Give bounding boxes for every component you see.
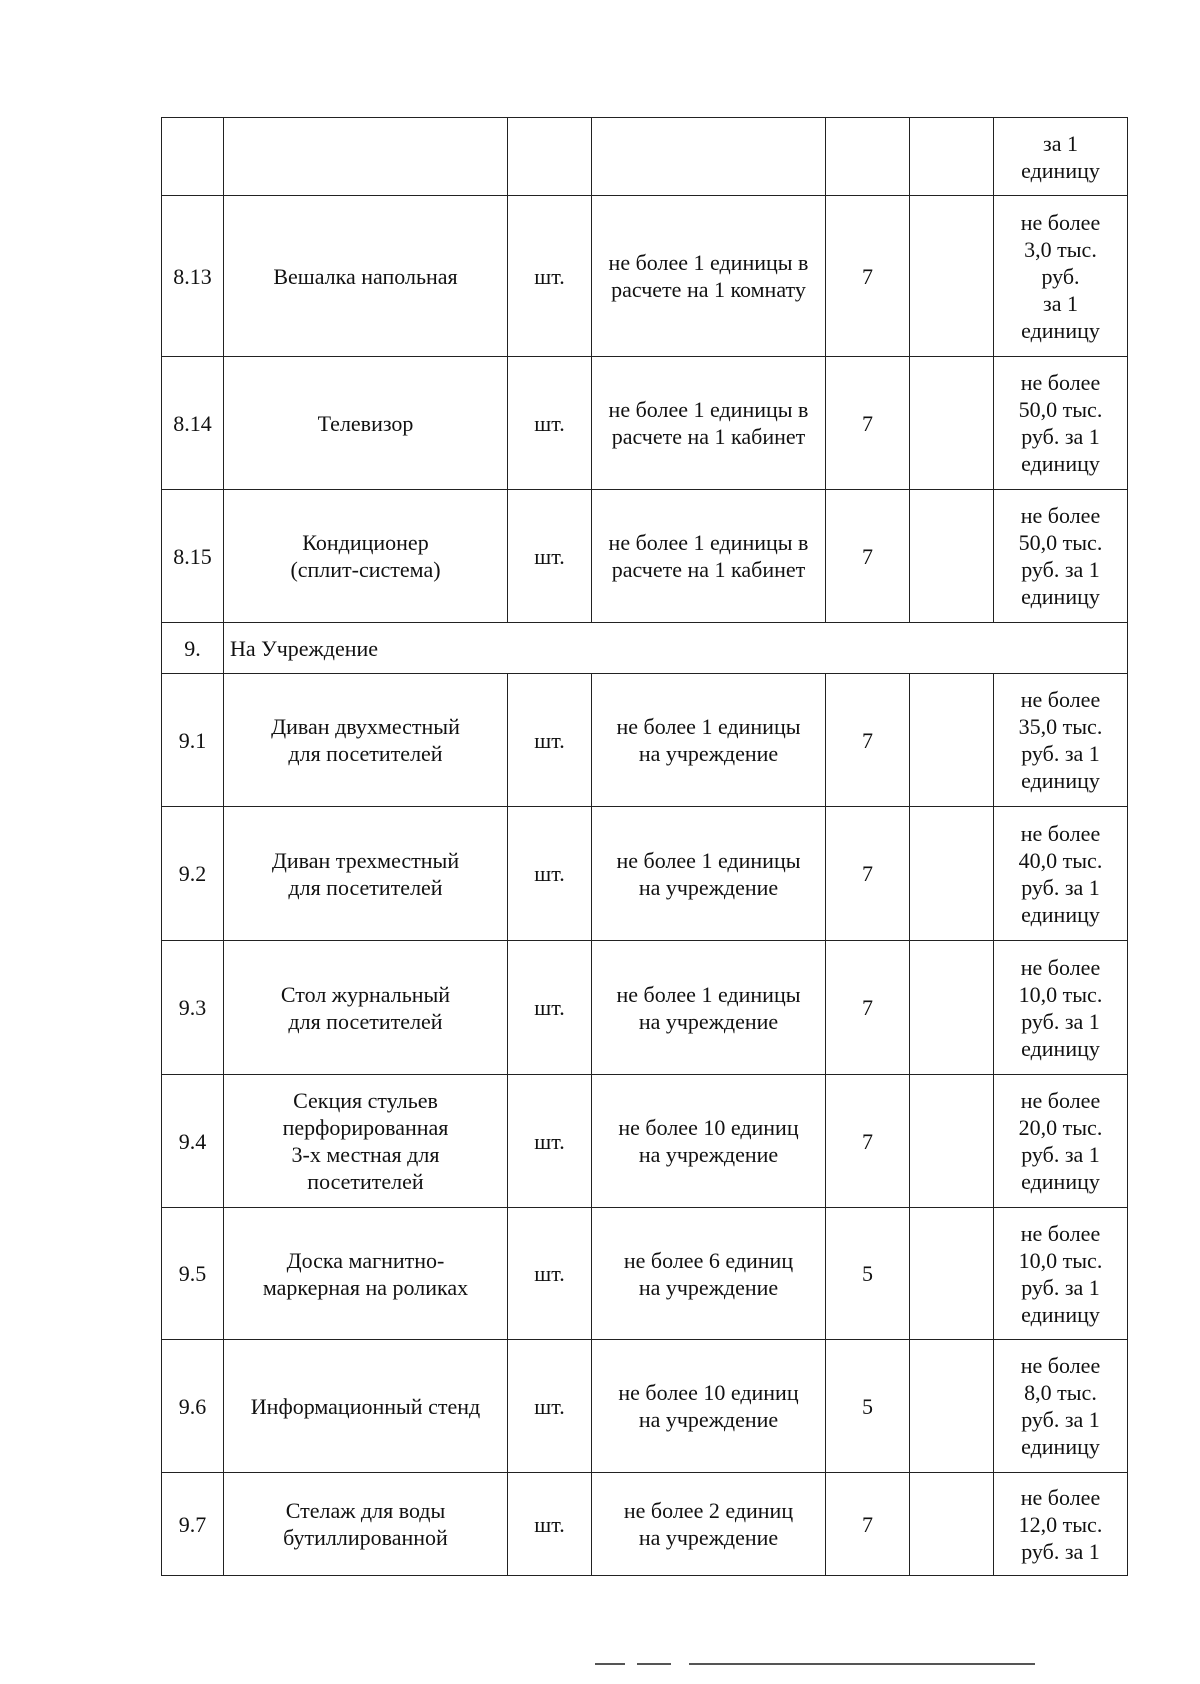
table-row xyxy=(162,941,1128,1075)
service-life-cell xyxy=(826,1473,910,1576)
item-name-text: Диван трехместный для посетителей xyxy=(271,847,460,900)
service-life-text: 5 xyxy=(862,1393,873,1419)
empty-cell-cell xyxy=(910,490,994,623)
item-name-text: Кондиционер (сплит-система) xyxy=(290,530,441,582)
table-row xyxy=(162,196,1128,357)
quantity-norm-cell xyxy=(592,490,826,623)
empty-cell-cell xyxy=(910,196,994,357)
service-life-cell xyxy=(826,118,910,196)
row-number-cell xyxy=(162,1340,224,1473)
quantity-norm-text: не более 10 единиц на учреждение xyxy=(618,1380,799,1432)
quantity-norm-text: не более 1 единицы на учреждение xyxy=(616,847,801,900)
row-number-text: 9.4 xyxy=(178,1128,207,1154)
unit-cell xyxy=(508,807,592,941)
quantity-norm-text: не более 6 единиц на учреждение xyxy=(623,1247,794,1300)
quantity-norm-text: не более 1 единицы на учреждение xyxy=(616,714,801,766)
item-name-text: Диван двухместный для посетителей xyxy=(271,714,460,766)
table-row xyxy=(162,1473,1128,1576)
empty-cell-cell xyxy=(910,1075,994,1208)
section-row xyxy=(162,623,1128,674)
empty-cell-cell xyxy=(910,1208,994,1340)
item-name-cell xyxy=(224,118,508,196)
quantity-norm-cell xyxy=(592,196,826,357)
item-name-cell xyxy=(224,1208,508,1340)
item-name-cell xyxy=(224,490,508,623)
service-life-cell xyxy=(826,1340,910,1473)
price-limit-text: не более 10,0 тыс. руб. за 1 единицу xyxy=(1018,954,1103,1061)
price-limit-text: не более 3,0 тыс. руб. за 1 единицу xyxy=(1020,209,1101,343)
quantity-norm-text: не более 1 единицы в расчете на 1 кабинет xyxy=(608,397,809,449)
item-name-text: Стелаж для воды бутиллированной xyxy=(283,1498,448,1550)
quantity-norm-text: не более 1 единицы на учреждение xyxy=(616,981,801,1034)
price-limit-text: не более 10,0 тыс. руб. за 1 единицу xyxy=(1018,1220,1103,1327)
unit-cell xyxy=(508,357,592,490)
quantity-norm-text: не более 10 единиц на учреждение xyxy=(618,1115,799,1167)
quantity-norm-cell xyxy=(592,357,826,490)
unit-cell xyxy=(508,674,592,807)
empty-cell-cell xyxy=(910,1473,994,1576)
service-life-text: 7 xyxy=(862,995,873,1020)
service-life-text: 7 xyxy=(862,861,873,886)
section-title: На Учреждение xyxy=(224,623,1128,674)
item-name-cell xyxy=(224,1075,508,1208)
row-number-text: 9.1 xyxy=(178,727,207,753)
row-number-cell xyxy=(162,490,224,623)
item-name-text: Доска магнитно- маркерная на роликах xyxy=(262,1247,469,1300)
row-number-cell xyxy=(162,118,224,196)
item-name-cell xyxy=(224,1473,508,1576)
service-life-text: 5 xyxy=(862,1261,873,1286)
service-life-text: 7 xyxy=(862,263,873,289)
unit-cell xyxy=(508,490,592,623)
table-row xyxy=(162,807,1128,941)
norms-table xyxy=(161,117,1128,1576)
service-life-cell xyxy=(826,1075,910,1208)
price-limit-text: не более 20,0 тыс. руб. за 1 единицу xyxy=(1018,1088,1103,1194)
empty-cell-cell xyxy=(910,357,994,490)
row-number-cell xyxy=(162,1208,224,1340)
service-life-text: 7 xyxy=(862,1511,873,1537)
service-life-text: 7 xyxy=(862,543,873,569)
unit-cell xyxy=(508,1208,592,1340)
item-name-text: Информационный стенд xyxy=(250,1393,481,1419)
row-number-text: 8.15 xyxy=(173,543,212,569)
price-limit-cell xyxy=(994,941,1128,1075)
price-limit-cell xyxy=(994,807,1128,941)
quantity-norm-text: не более 1 единицы в расчете на 1 кабинет xyxy=(608,530,809,582)
unit-cell xyxy=(508,1473,592,1576)
service-life-cell xyxy=(826,807,910,941)
table-row xyxy=(162,674,1128,807)
row-number-text: 9.6 xyxy=(178,1393,207,1419)
price-limit-text: не более 35,0 тыс. руб. за 1 единицу xyxy=(1018,687,1103,793)
unit-text: шт. xyxy=(534,995,565,1020)
item-name-cell xyxy=(224,357,508,490)
unit-text: шт. xyxy=(534,1511,565,1537)
service-life-cell xyxy=(826,941,910,1075)
price-limit-cell xyxy=(994,357,1128,490)
section-number: 9. xyxy=(162,623,224,674)
unit-cell xyxy=(508,196,592,357)
item-name-cell xyxy=(224,1340,508,1473)
row-number-text: 9.2 xyxy=(178,861,207,886)
empty-cell-cell xyxy=(910,1340,994,1473)
unit-cell xyxy=(508,1340,592,1473)
row-number-text: 9.7 xyxy=(178,1511,207,1537)
quantity-norm-cell xyxy=(592,1075,826,1208)
service-life-cell xyxy=(826,196,910,357)
norms-table-body xyxy=(162,118,1128,1576)
price-limit-cell xyxy=(994,674,1128,807)
price-limit-cell xyxy=(994,1473,1128,1576)
empty-cell-cell xyxy=(910,674,994,807)
quantity-norm-text: не более 2 единиц на учреждение xyxy=(623,1498,794,1550)
unit-text: шт. xyxy=(534,543,565,569)
table-row xyxy=(162,1340,1128,1473)
table-row xyxy=(162,118,1128,196)
unit-text: шт. xyxy=(534,727,565,753)
table-row xyxy=(162,357,1128,490)
empty-cell-cell xyxy=(910,807,994,941)
item-name-cell xyxy=(224,674,508,807)
row-number-text: 8.13 xyxy=(173,263,212,289)
quantity-norm-cell xyxy=(592,118,826,196)
row-number-cell xyxy=(162,1473,224,1576)
price-limit-text: не более 12,0 тыс. руб. за 1 xyxy=(1018,1484,1103,1564)
unit-text: шт. xyxy=(534,263,565,289)
quantity-norm-text: не более 1 единицы в расчете на 1 комнату xyxy=(608,250,809,302)
row-number-text: 9.5 xyxy=(178,1261,207,1286)
item-name-text: Телевизор xyxy=(317,410,414,436)
quantity-norm-cell xyxy=(592,1208,826,1340)
unit-text: шт. xyxy=(534,1128,565,1154)
table-row xyxy=(162,1075,1128,1208)
quantity-norm-cell xyxy=(592,1340,826,1473)
empty-cell-cell xyxy=(910,118,994,196)
unit-text: шт. xyxy=(534,410,565,436)
unit-cell xyxy=(508,118,592,196)
price-limit-cell xyxy=(994,1075,1128,1208)
row-number-cell xyxy=(162,941,224,1075)
service-life-cell xyxy=(826,1208,910,1340)
table-row xyxy=(162,1208,1128,1340)
empty-cell-cell xyxy=(910,941,994,1075)
price-limit-text: не более 50,0 тыс. руб. за 1 единицу xyxy=(1018,503,1103,609)
row-number-cell xyxy=(162,196,224,357)
item-name-text: Стол журнальный для посетителей xyxy=(280,981,451,1034)
item-name-cell xyxy=(224,196,508,357)
quantity-norm-cell xyxy=(592,807,826,941)
price-limit-cell xyxy=(994,1208,1128,1340)
unit-text: шт. xyxy=(534,861,565,886)
quantity-norm-cell xyxy=(592,1473,826,1576)
row-number-cell xyxy=(162,674,224,807)
service-life-cell xyxy=(826,357,910,490)
service-life-cell xyxy=(826,674,910,807)
item-name-text: Секция стульев перфорированная 3-х местная для посетителей xyxy=(282,1088,449,1194)
unit-cell xyxy=(508,1075,592,1208)
price-limit-cell xyxy=(994,490,1128,623)
quantity-norm-cell xyxy=(592,674,826,807)
row-number-text: 9.3 xyxy=(178,995,207,1020)
row-number-cell xyxy=(162,1075,224,1208)
row-number-cell xyxy=(162,357,224,490)
unit-text: шт. xyxy=(534,1261,565,1286)
item-name-cell xyxy=(224,941,508,1075)
unit-text: шт. xyxy=(534,1393,565,1419)
price-limit-text: за 1 единицу xyxy=(1021,130,1100,183)
row-number-text: 8.14 xyxy=(173,410,212,436)
price-limit-text: не более 40,0 тыс. руб. за 1 единицу xyxy=(1018,820,1103,927)
service-life-cell xyxy=(826,490,910,623)
item-name-cell xyxy=(224,807,508,941)
item-name-text: Вешалка напольная xyxy=(273,263,458,289)
price-limit-cell xyxy=(994,196,1128,357)
price-limit-text: не более 50,0 тыс. руб. за 1 единицу xyxy=(1018,370,1103,476)
service-life-text: 7 xyxy=(862,410,873,436)
footer-line-marks xyxy=(595,1663,1035,1669)
service-life-text: 7 xyxy=(862,1128,873,1154)
unit-cell xyxy=(508,941,592,1075)
table-row xyxy=(162,490,1128,623)
service-life-text: 7 xyxy=(862,727,873,753)
row-number-cell xyxy=(162,807,224,941)
price-limit-cell xyxy=(994,1340,1128,1473)
quantity-norm-cell xyxy=(592,941,826,1075)
price-limit-text: не более 8,0 тыс. руб. за 1 единицу xyxy=(1020,1353,1101,1459)
price-limit-cell xyxy=(994,118,1128,196)
